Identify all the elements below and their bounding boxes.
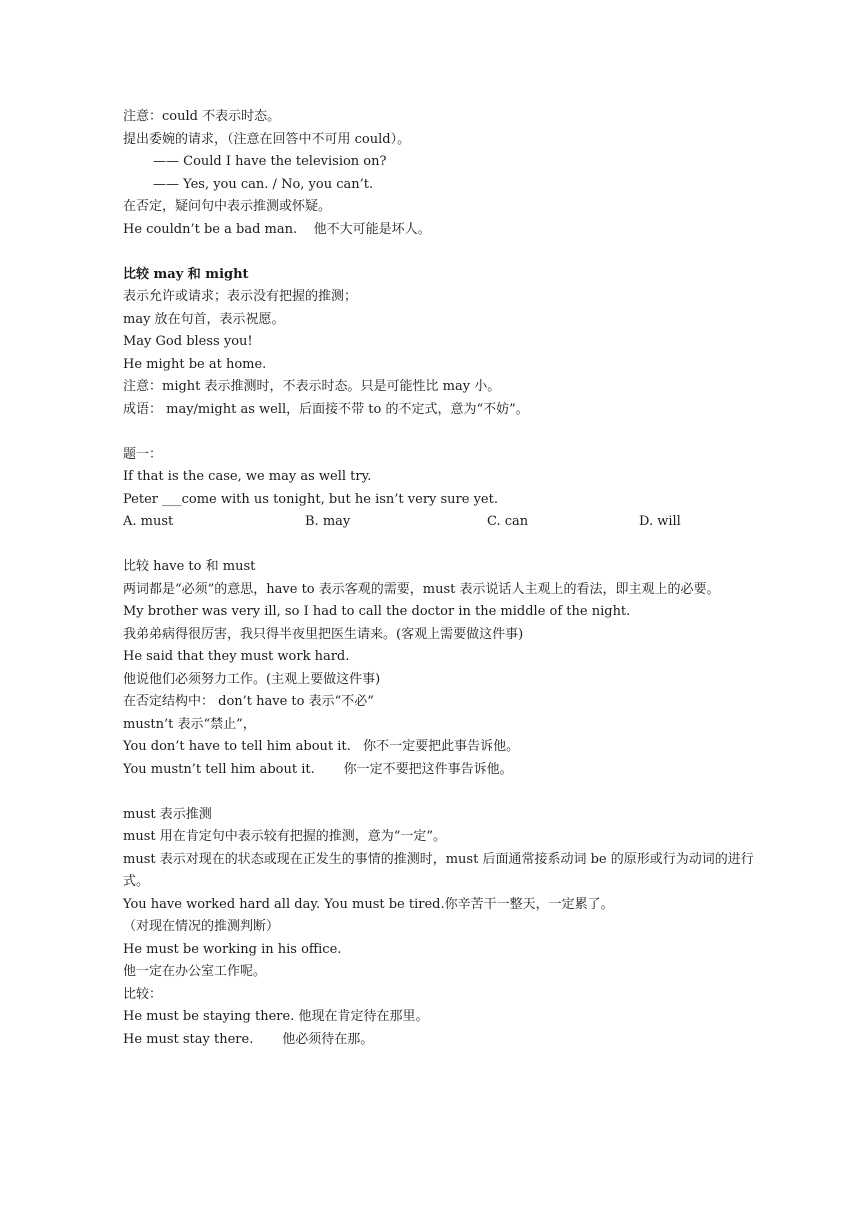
may-permission-rule: 表示允许或请求；表示没有把握的推测； [123,289,358,304]
idiom-may-as-well: 成语： may/might as well，后面接不带 to 的不定式，意为“不妨”。 [123,401,529,417]
example-might-home: He might be at home. [123,356,267,372]
compare-label: 比较： [123,986,163,1002]
example-couldnt: He couldn’t be a bad man. 他不大可能是坏人。 [123,221,431,237]
heading-may-might: 比较 may 和 might [123,266,249,282]
negative-mustnt: mustn’t 表示“禁止”， [123,716,256,732]
example-answer: —— Yes, you can. / No, you can’t. [153,176,374,192]
option-b: B. may [305,514,351,529]
might-note: 注意：might 表示推测时，不表示时态。只是可能性比 may 小。 [123,379,501,394]
spacer [123,781,763,804]
example-dont-have-to: You don’t have to tell him about it. 你不一定要把此事告诉他。 [123,739,520,754]
translation-brother-ill: 我弟弟病得很厉害，我只得半夜里把医生请来。(客观上需要做这件事) [123,626,524,642]
negative-question-rule: 在否定，疑问句中表示推测或怀疑。 [123,199,332,214]
heading-have-to-must: 比较 have to 和 must [123,559,256,574]
heading-exercise-one: 题一： [123,446,163,462]
option-d: D. will [639,514,681,529]
heading-must-inference: must 表示推测 [123,806,212,822]
example-must-be-tired: You have worked hard all day. You must be tired.你辛苦干一整天，一定累了。 [123,896,614,912]
spacer [123,421,763,444]
may-wish-rule: may 放在句首，表示祝愿。 [123,311,285,327]
example-may-as-well: If that is the case, we may as well try. [123,469,372,484]
exercise-question: Peter ___come with us tonight, but he isn’t very sure yet. [123,491,498,507]
example-must-stay: He must stay there. 他必须待在那。 [123,1031,374,1047]
example-mustnt: You mustn’t tell him about it. 你一定不要把这件事告诉他。 [123,761,513,777]
translation-must-be-working: 他一定在办公室工作呢。 [123,964,267,979]
example-brother-ill: My brother was very ill, so I had to call the doctor in the middle of the night. [123,604,631,619]
negative-dont-have-to: 在否定结构中： don’t have to 表示“不必” [123,694,374,709]
option-a: A. must [123,514,174,529]
spacer [123,241,763,264]
must-inference-rule: must 用在肯定句中表示较有把握的推测，意为“一定”。 [123,829,447,844]
example-work-hard: He said that they must work hard. [123,649,350,664]
polite-request-rule: 提出委婉的请求，（注意在回答中不可用 could）。 [123,131,411,147]
note-present-inference: （对现在情况的推测判断） [123,919,280,934]
spacer [123,534,763,557]
option-c: C. can [487,514,529,529]
example-must-be-staying: He must be staying there. 他现在肯定待在那里。 [123,1009,429,1024]
translation-work-hard: 他说他们必须努力工作。(主观上要做这件事) [123,671,381,687]
example-must-be-working: He must be working in his office. [123,941,342,957]
example-god-bless: May God bless you! [123,334,253,349]
example-question: —— Could I have the television on? [153,154,387,169]
exercise-options [123,511,763,534]
have-to-must-rule: 两词都是“必须”的意思，have to 表示客观的需要，must 表示说话人主观上的看法，即主观上的必要。 [123,581,720,597]
note-could-tense: 注意：could 不表示时态。 [123,109,281,124]
document-page [123,106,763,1051]
must-present-rule: must 表示对现在的状态或现在正发生的事情的推测时，must 后面通常接系动词 be 的原形或行为动词的进行式。 [123,851,754,889]
